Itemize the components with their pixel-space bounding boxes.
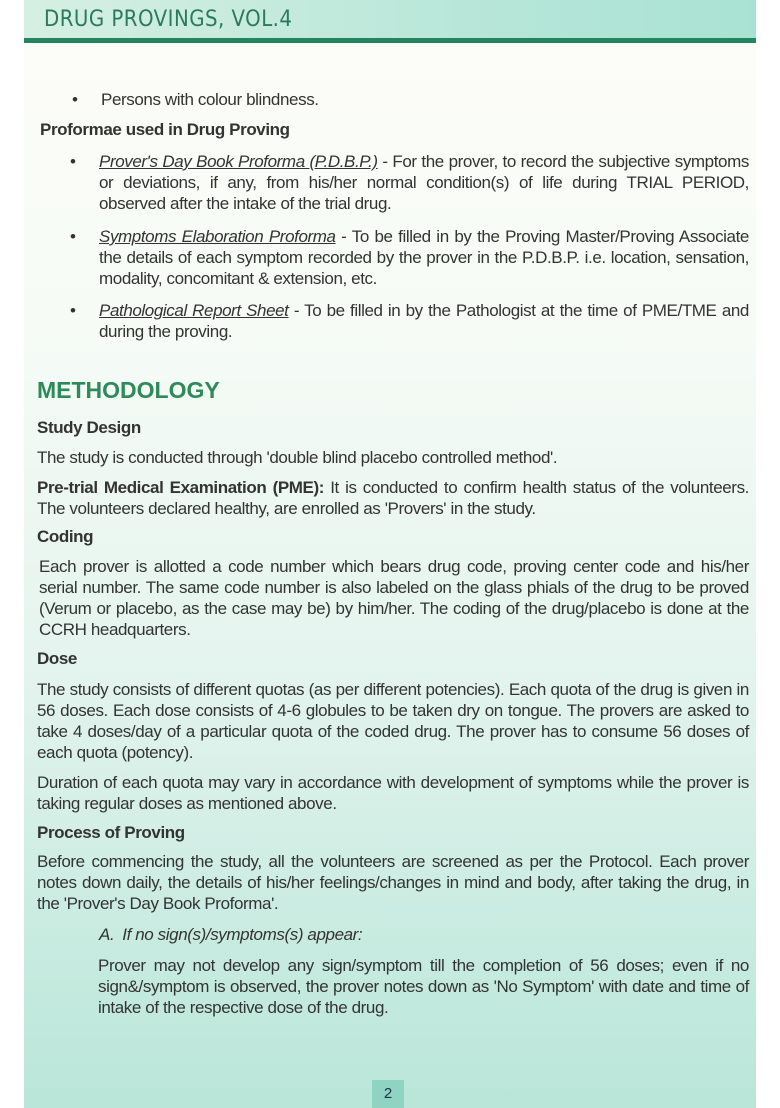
proforma-item: • Pathological Report Sheet - To be filled in by the Pathologist at the time of PME/TME and during the proving. <box>70 301 749 341</box>
process-text: Before commencing the study, all the volunteers are screened as per the Protocol. Each prover notes down daily, the details of his/her feelings/changes in mind and body, after taking the drug, in the 'Prover's Day Book Proforma'. <box>37 852 749 913</box>
header-title: DRUG PROVINGS, VOL.4 <box>44 7 293 32</box>
proforma-item: • Prover's Day Book Proforma (P.D.B.P.) - For the prover, to record the subjective symptoms or deviations, if any, from his/her normal condition(s) of life during TRIAL PERIOD, observed after the intake of the trial drug. <box>70 152 749 213</box>
page-sheet <box>24 0 756 1108</box>
duration-text: Duration of each quota may vary in accordance with development of symptoms while the prover is taking regular doses as mentioned above. <box>37 773 749 813</box>
sub-text: Prover may not develop any sign/symptom till the completion of 56 doses; even if no sign&/symptom is observed, the prover notes down as 'No Symptom' with date and time of intake of the respective dose of the drug. <box>98 956 749 1017</box>
study-design-heading: Study Design <box>37 418 141 437</box>
pme-paragraph: Pre-trial Medical Examination (PME): It is conducted to confirm health status of the volunteers. The volunteers declared healthy, are enrolled as 'Provers' in the study. <box>37 478 749 518</box>
process-heading: Process of Proving <box>37 823 185 842</box>
header-rule <box>24 38 756 43</box>
dose-heading: Dose <box>37 649 77 668</box>
sub-heading: A. If no sign(s)/symptoms(s) appear: <box>99 925 363 944</box>
study-design-text: The study is conducted through 'double blind placebo controlled method'. <box>37 448 558 467</box>
dose-text: The study consists of different quotas (as per different potencies). Each quota of the drug is given in 56 doses. Each dose consists of 4-6 globules to be taken dry on tongue. The provers are asked to take 4 doses/day of a particular quota of the coded drug. The prover has to consume 56 doses of each quota (potency). <box>37 680 749 762</box>
coding-heading: Coding <box>37 527 94 546</box>
running-header <box>24 0 756 38</box>
proformae-heading: Proformae used in Drug Proving <box>40 120 290 139</box>
methodology-heading: METHODOLOGY <box>37 377 220 403</box>
proforma-item: • Symptoms Elaboration Proforma - To be filled in by the Proving Master/Proving Associate the details of each symptom recorded by the prover in the P.D.B.P. i.e. location, sensation, modality, concomitant & extension, etc. <box>70 227 749 288</box>
bullet-item: • Persons with colour blindness. <box>72 90 319 109</box>
coding-text: Each prover is allotted a code number which bears drug code, proving center code and his/her serial number. The same code number is also labeled on the glass phials of the drug to be proved (Verum or placebo, as the case may be) by him/her. The coding of the drug/placebo is done at the CCRH headquarters. <box>39 557 749 639</box>
page-number: 2 <box>372 1080 404 1108</box>
